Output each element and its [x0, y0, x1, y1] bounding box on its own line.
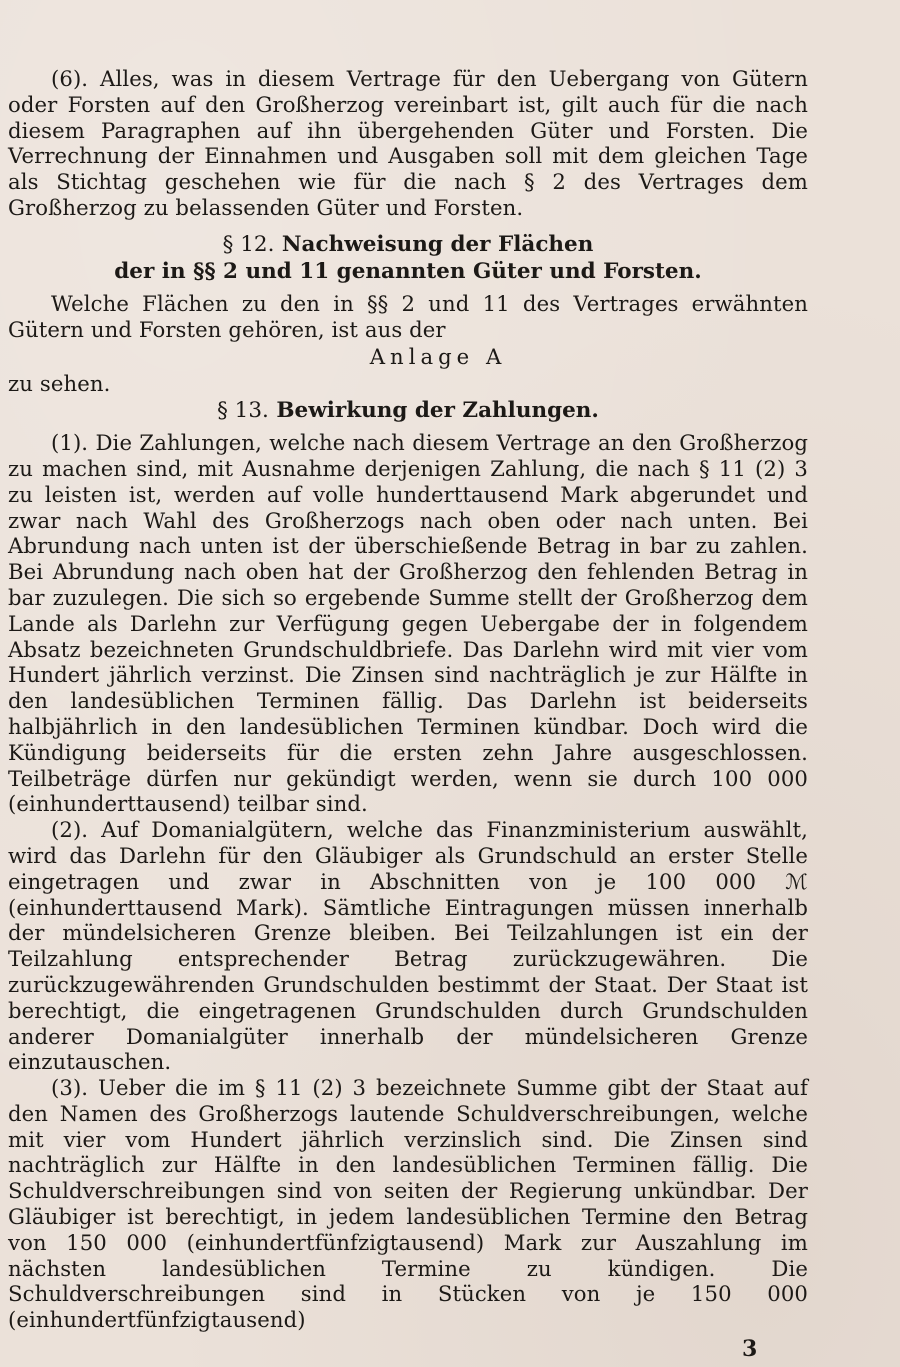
section-13-title: Bewirkung der Zahlungen.	[276, 398, 599, 424]
section-12-number: § 12.	[222, 231, 275, 257]
annex-reference: Anlage A	[369, 344, 507, 370]
page-number: 3	[742, 1336, 758, 1362]
section-13-heading	[8, 397, 808, 424]
section-13-paragraph-1: (1). Die Zahlungen, welche nach diesem Vertrage an den Großherzog zu machen sind, mit Ausnahme derjenigen Zahlung, die nach § 11 (2) 3 zu leisten ist, werden auf volle hunderttausend Mark abgerundet und zwar nach Wahl des Großherzogs nach oben oder nach unten. Bei Abrundung nach unten ist der überschießende Betrag in bar zu zahlen. Bei Abrundung nach oben hat der Großherzog den fehlenden Betrag in bar zuzulegen. Die sich so ergebende Summe stellt der Großherzog dem Lande als Darlehn zur Verfügung gegen Uebergabe der in folgendem Absatz bezeichneten Grundschuldbriefe. Das Darlehn wird mit vier vom Hundert jährlich verzinst. Die Zinsen sind nachträglich je zur Hälfte in den landesüblichen Terminen fällig. Das Darlehn ist beiderseits halbjährlich in den landesüblichen Terminen kündbar. Doch wird die Kündigung beiderseits für die ersten zehn Jahre ausgeschlossen. Teilbeträge dürfen nur gekündigt werden, wenn sie durch 100 000 (einhunderttausend) teilbar sind.	[8, 430, 808, 817]
section-12-tail: zu sehen.	[8, 371, 111, 397]
section-13-number: § 13.	[217, 398, 269, 424]
page-text-block	[8, 66, 808, 1333]
section-12-title-line1: Nachweisung der Flächen	[281, 231, 594, 257]
section-12-title-line2: der in §§ 2 und 11 genannten Güter und Forsten.	[114, 258, 702, 284]
section-13-paragraph-3: (3). Ueber die im § 11 (2) 3 bezeichnete Summe gibt der Staat auf den Namen des Großherzogs lautende Schuldverschreibungen, welche mit vier vom Hundert jährlich verzinslich sind. Die Zinsen sind nachträglich zur Hälfte in den landesüblichen Terminen fällig. Die Schuldverschreibungen sind von seiten der Regierung unkündbar. Der Gläubiger ist berechtigt, in jedem landesüblichen Termine den Betrag von 150 000 (einhundertfünfzigtausend) Mark zur Auszahlung im nächsten landesüblichen Termine zu kündigen. Die Schuldverschreibungen sind in Stücken von je 150 000 (einhundertfünfzigtausend)	[8, 1075, 808, 1333]
section-13-paragraph-2: (2). Auf Domanialgütern, welche das Finanzministerium auswählt, wird das Darlehn für den Gläubiger als Grundschuld an erster Stelle eingetragen und zwar in Abschnitten von je 100 000 ℳ (einhunderttausend Mark). Sämtliche Eintragungen müssen innerhalb der mündelsicheren Grenze bleiben. Bei Teilzahlungen ist ein der Teilzahlung entsprechender Betrag zurückzugewähren. Die zurückzugewährenden Grundschulden bestimmt der Staat. Der Staat ist berechtigt, die eingetragenen Grundschulden durch Grundschulden anderer Domanialgüter innerhalb der mündelsicheren Grenze einzutauschen.	[8, 817, 808, 1075]
section-12-heading	[8, 231, 808, 258]
paragraph-6: (6). Alles, was in diesem Vertrage für den Uebergang von Gütern oder Forsten auf den Großherzog vereinbart ist, gilt auch für die nach diesem Paragraphen auf ihn übergehenden Güter und Forsten. Die Verrechnung der Einnahmen und Ausgaben soll mit dem gleichen Tage als Stichtag geschehen wie für die nach § 2 des Vertrages dem Großherzog zu belassenden Güter und Forsten.	[8, 66, 808, 220]
section-12-body: Welche Flächen zu den in §§ 2 und 11 des Vertrages erwähnten Gütern und Forsten gehören, ist aus der	[8, 290, 808, 342]
